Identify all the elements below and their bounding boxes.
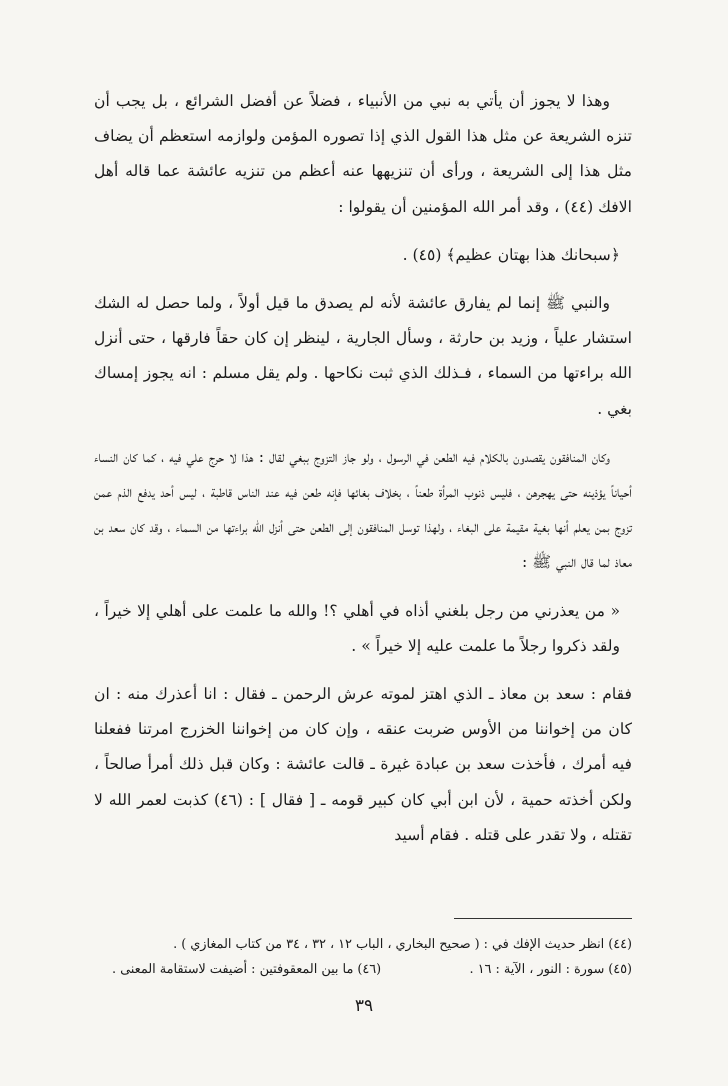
paragraph-1: وهذا لا يجوز أن يأتي به نبي من الأنبياء ، فضلاً عن أفضل الشرائع ، بل يجب أن تنزه الشريعة عن مثل هذا القول الذي إذا تصوره المؤمن ولوازمه استعظم أن يضاف مثل هذا إلى الشريعة ، ورأى أن تنزيهها عنه أعظم من تنزيه عائشة عما قاله أهل الافك (٤٤) ، وقد أمر الله المؤمنين أن يقولوا :: [94, 92, 632, 216]
footnote-46: (٤٦) ما بين المعقوفتين : أضيفت لاستقامة المعنى .: [112, 962, 382, 977]
quran-verse: ﴿سبحانك هذا بهتان عظيم﴾ (٤٥) .: [402, 245, 620, 264]
main-text: [94, 84, 632, 866]
footnote-45: (٤٥) سورة : النور ، الآية : ١٦ .: [469, 962, 632, 977]
page-number: ٣٩: [354, 996, 374, 1016]
hadith-quote: « من يعذرني من رجل بلغني أذاه في أهلي ؟! والله ما علمت على أهلي إلا خيراً ، ولقد ذكروا رجلاً ما علمت عليه إلا خيراً » .: [94, 601, 620, 655]
footnote-separator: [454, 918, 632, 919]
paragraph-3: وكان المنافقون يقصدون بالكلام فيه الطعن في الرسول ، ولو جاز التزوج ببغي لقال : هذا لا حرج علي فيه ، كما كان النساء أحياناً يؤذينه حتى يهجرهن ، فليس ذنوب المرأة طعناً ، بخلاف بغائها فإنه طعن فيه عند الناس قاطبة ، ليس أحد يدفع الذم عمن تزوج بمن يعلم أنها بغية مقيمة على البغاء ، ولهذا توسل المنافقون إلى الطعن حتى أنزل الله براءتها من السماء ، وقد كان سعد بن معاذ لما قال النبي ﷺ :: [94, 447, 632, 572]
footnote-row: [112, 958, 632, 982]
paragraph-2: والنبي ﷺ إنما لم يفارق عائشة لأنه لم يصدق ما قيل أولاً ، ولما حصل له الشك استشار علياً ، وزيد بن حارثة ، وسأل الجارية ، لينظر إن كان حقاً فارقها ، حتى أنزل الله براءتها من السماء ، فـذلك الذي ثبت نكاحها . ولم يقل مسلم : انه يجوز إمساك بغي .: [94, 294, 632, 418]
paragraph-4: فقام : سعد بن معاذ ـ الذي اهتز لموته عرش الرحمن ـ فقال : انا أعذرك منه : ان كان من إخواننا من الأوس ضربت عنقه ، وإن كان من إخواننا الخزرج امرتنا ففعلنا فيه أمرك ، فأخذت سعد بن عبادة غيرة ـ قالت عائشة : وكان قبل ذلك أمرأ صالحاً ، ولكن أخذته حمية ، لأن ابن أبي كان كبير قومه ـ [ فقال ] : (٤٦) كذبت لعمر الله لا تقتله ، ولا تقدر على قتله . فقام أسيد: [94, 685, 632, 844]
footnote-44: (٤٤) انظر حديث الإفك في : ( صحيح البخاري ، الباب ١٢ ، ٣٢ ، ٣٤ من كتاب المغازي ) .: [173, 937, 632, 952]
